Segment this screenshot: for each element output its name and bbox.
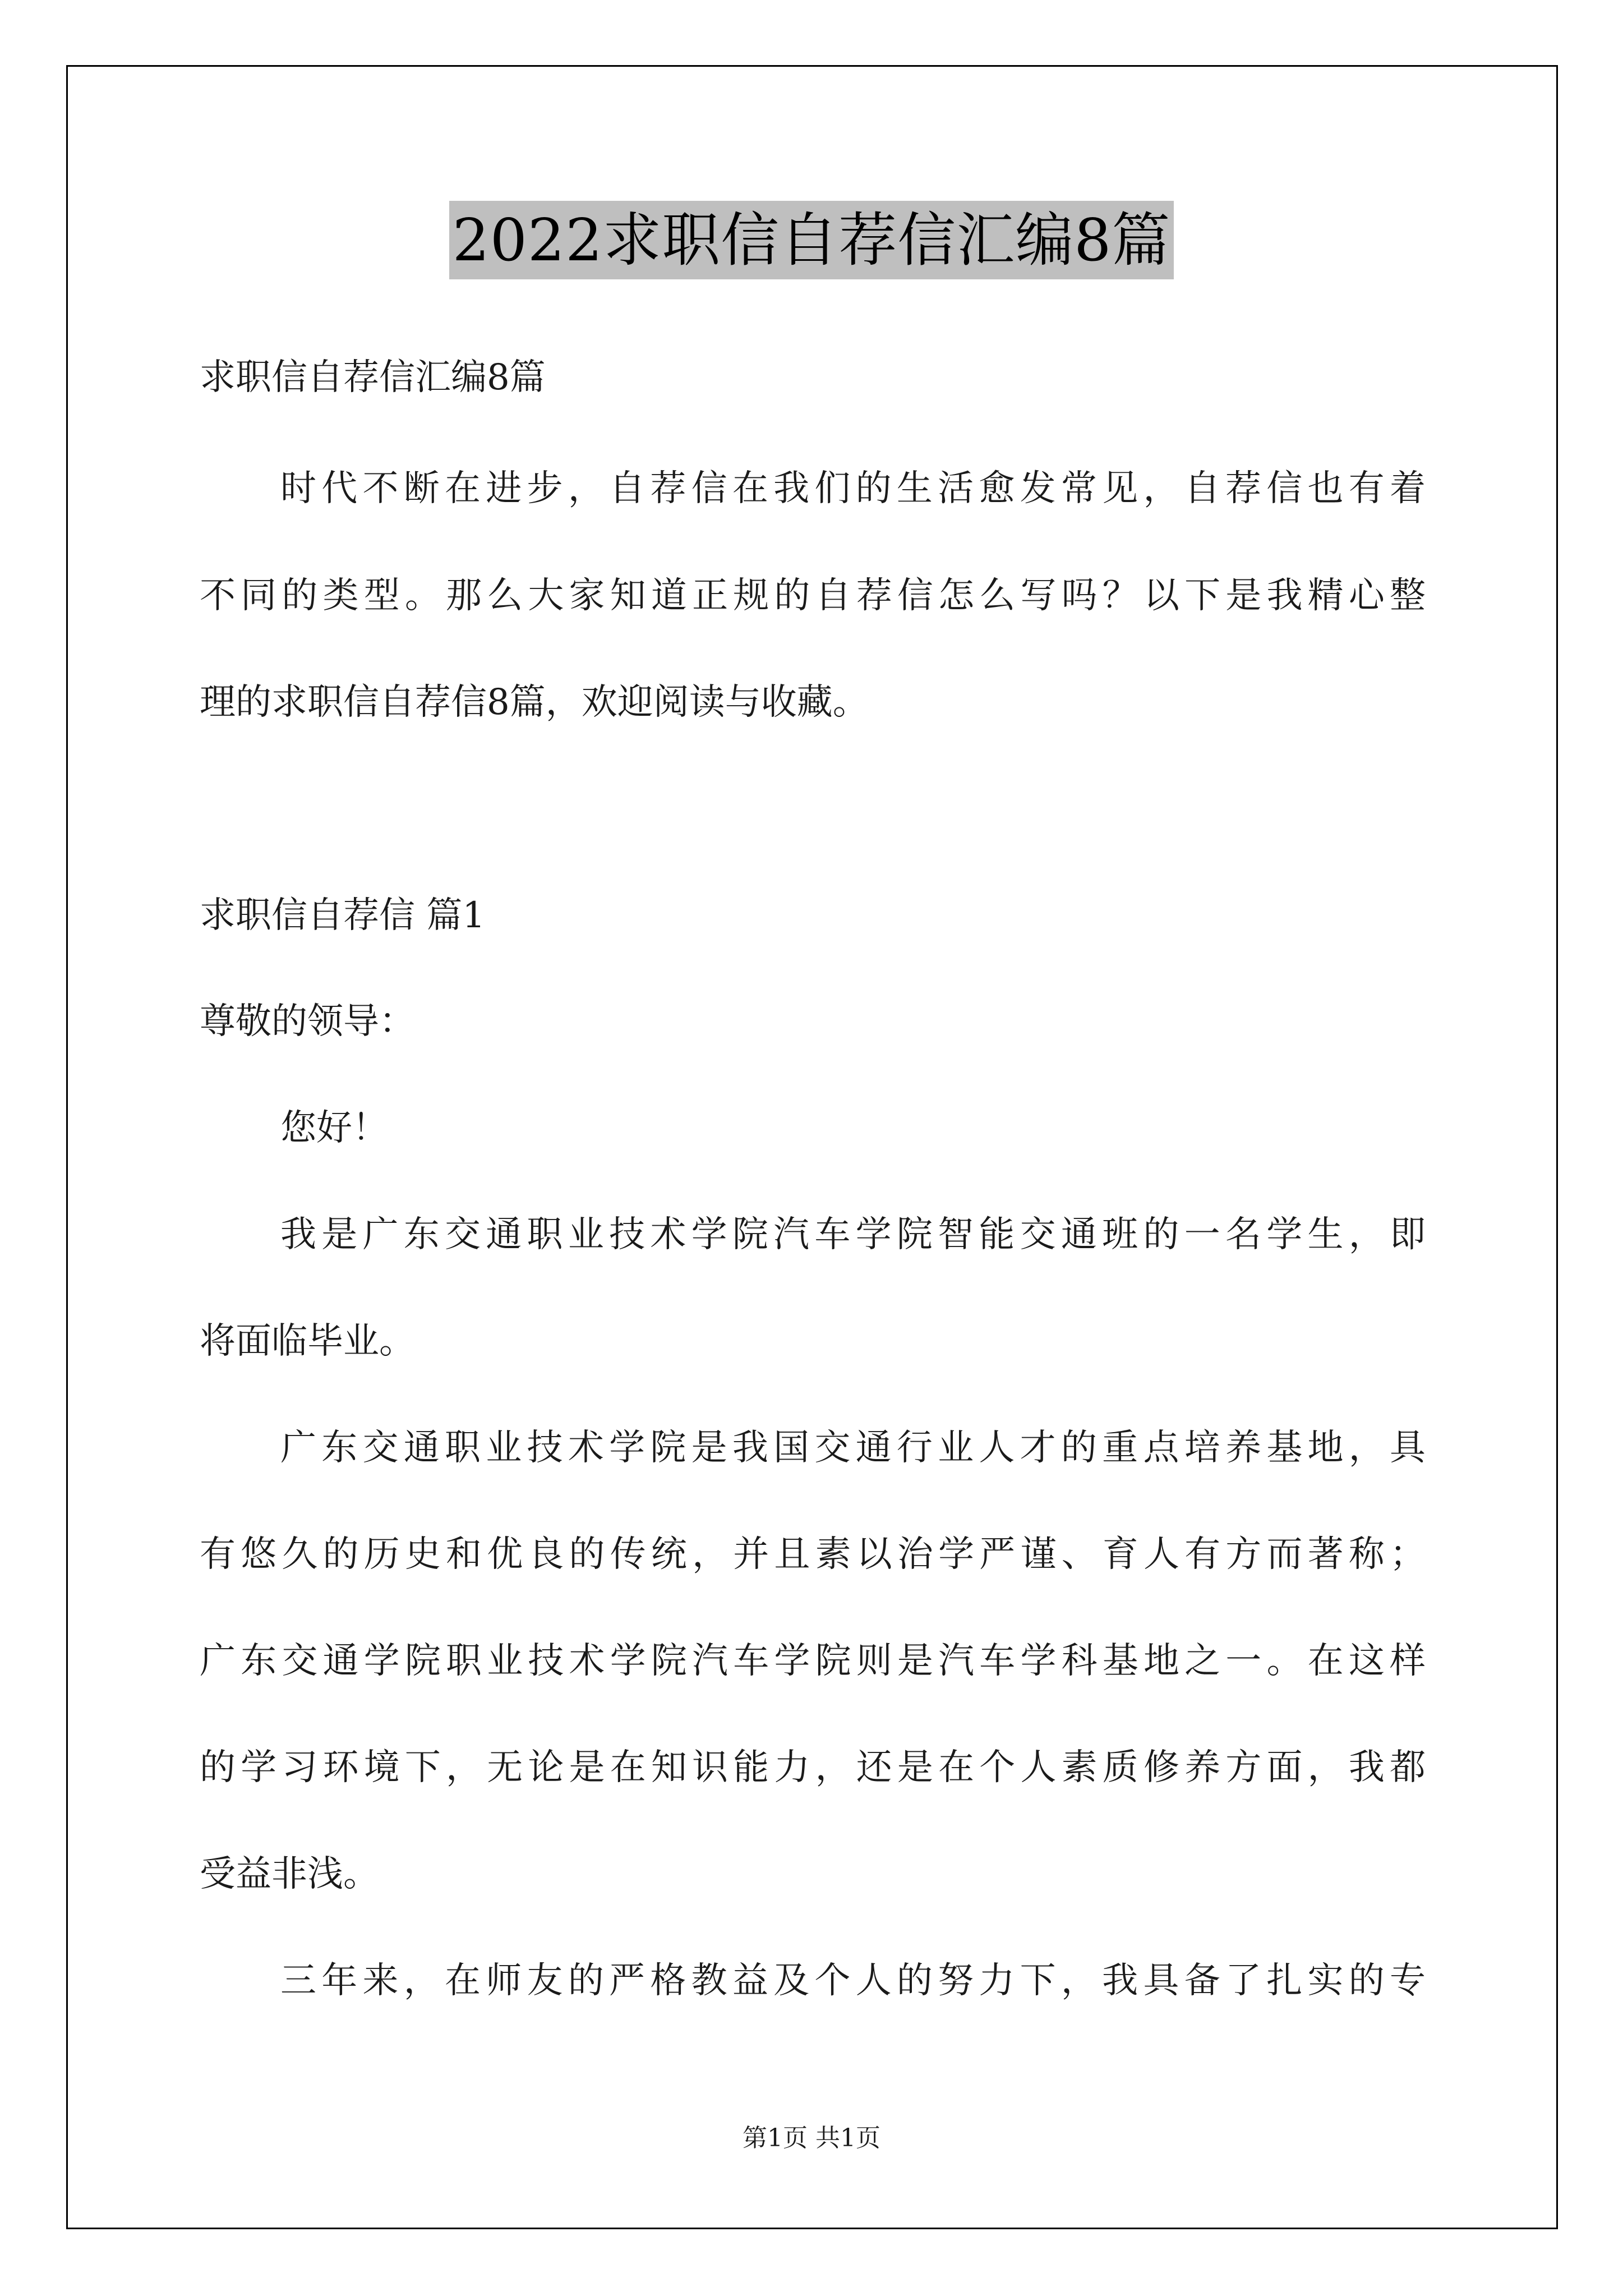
para2-line-4: 的学习环境下，无论是在知识能力，还是在个人素质修养方面，我都 xyxy=(200,1747,1426,1788)
para1-line-2: 将面临毕业。 xyxy=(200,1320,415,1362)
para2-line-5: 受益非浅。 xyxy=(200,1853,379,1895)
greeting: 您好！ xyxy=(280,1107,388,1149)
section-heading: 求职信自荐信 篇1 xyxy=(200,895,486,936)
document-title: 2022求职信自荐信汇编8篇 xyxy=(449,201,1174,279)
para2-line-3: 广东交通学院职业技术学院汽车学院则是汽车学科基地之一。在这样 xyxy=(200,1640,1426,1682)
salutation: 尊敬的领导： xyxy=(200,1001,415,1042)
para2-line-1: 广东交通职业技术学院是我国交通行业人才的重点培养基地，具 xyxy=(280,1427,1426,1469)
intro-line-1: 时代不断在进步，自荐信在我们的生活愈发常见，自荐信也有着 xyxy=(280,468,1426,509)
para1-line-1: 我是广东交通职业技术学院汽车学院智能交通班的一名学生，即 xyxy=(280,1214,1426,1255)
intro-line-3: 理的求职信自荐信8篇，欢迎阅读与收藏。 xyxy=(200,682,869,723)
intro-line-2: 不同的类型。那么大家知道正规的自荐信怎么写吗？以下是我精心整 xyxy=(200,575,1426,616)
title-wrap xyxy=(0,201,1623,279)
document-subtitle: 求职信自荐信汇编8篇 xyxy=(200,357,546,398)
para2-line-2: 有悠久的历史和优良的传统，并且素以治学严谨、育人有方而著称； xyxy=(200,1534,1426,1575)
para3-line-1: 三年来，在师友的严格教益及个人的努力下，我具备了扎实的专 xyxy=(280,1960,1426,2001)
page-footer: 第1页 共1页 xyxy=(743,2124,880,2152)
